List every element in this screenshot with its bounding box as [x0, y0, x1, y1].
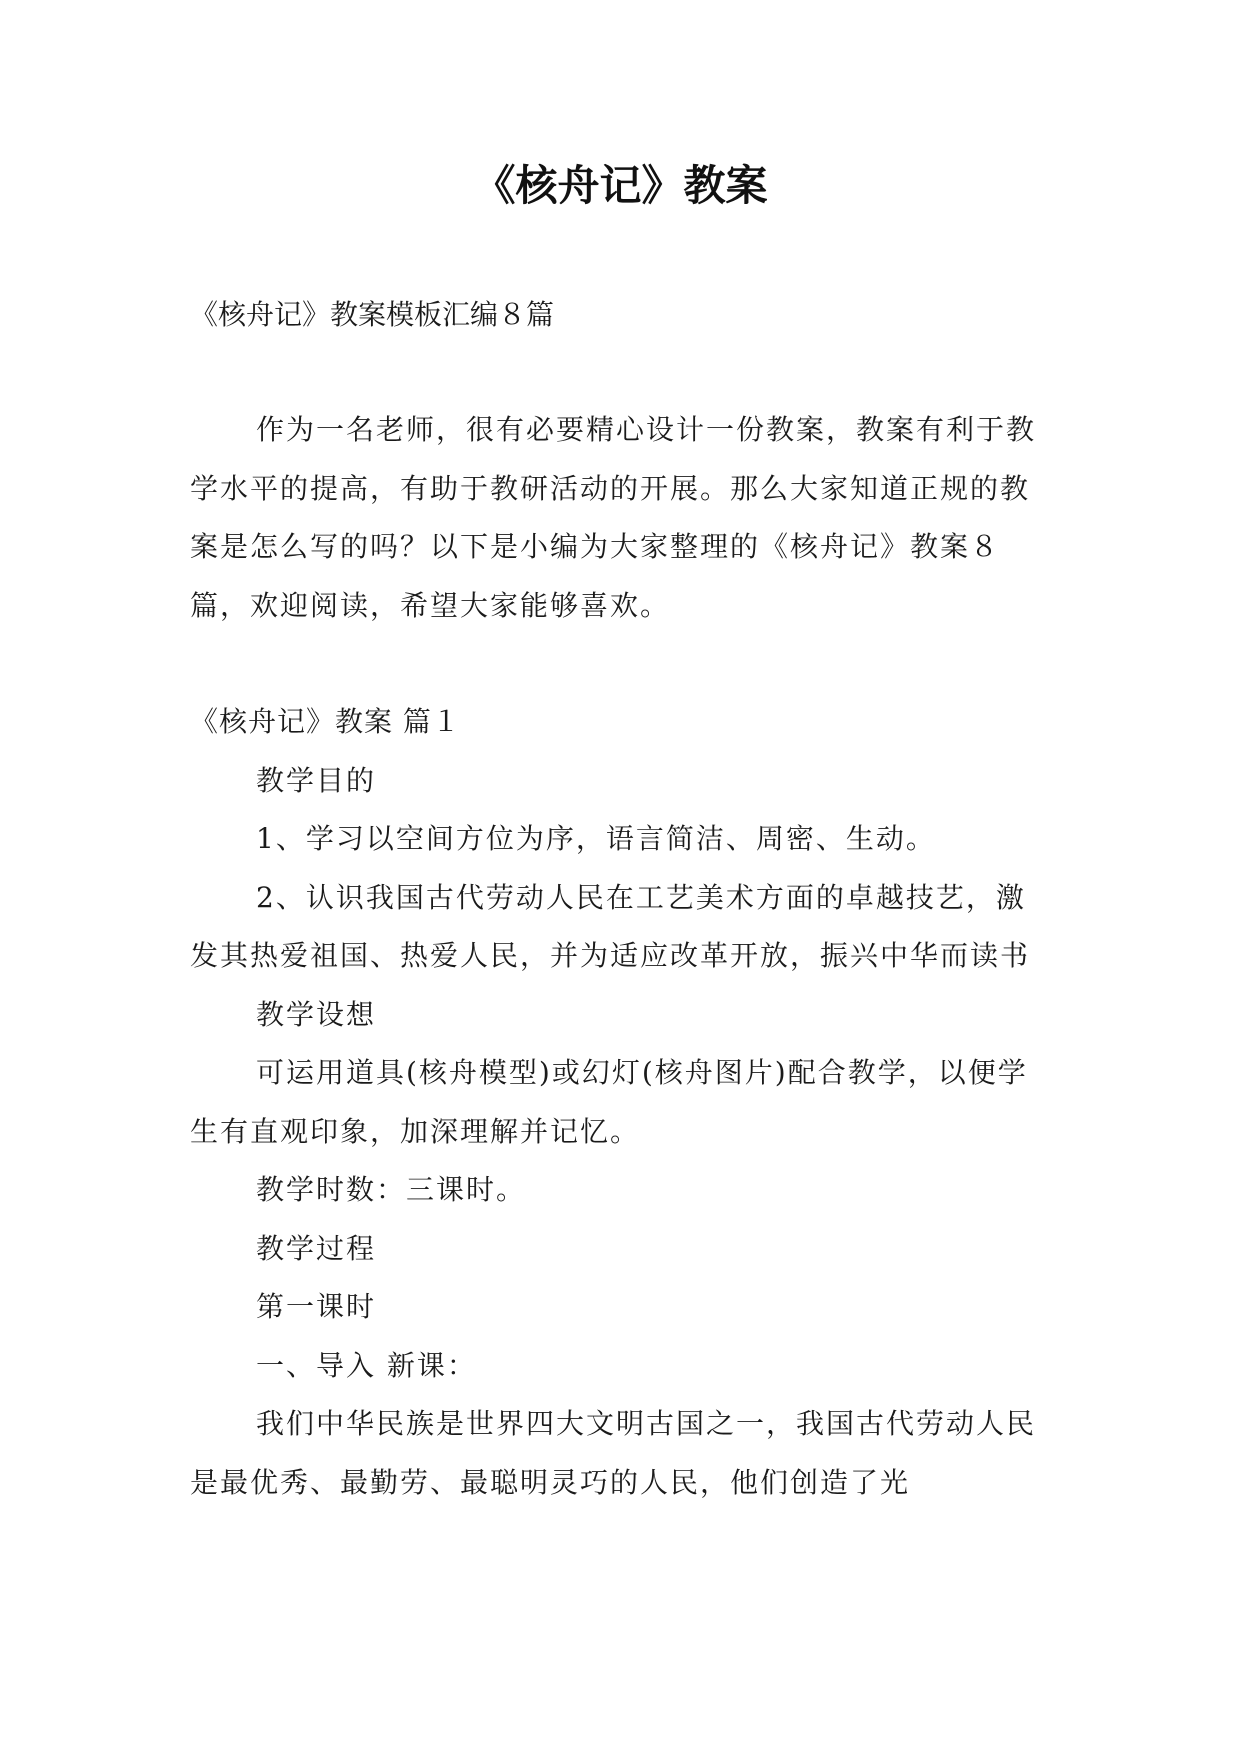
paragraph-teaching-idea: 教学设想	[256, 997, 377, 1031]
document-title: 《核舟记》教案	[473, 161, 768, 210]
paragraph-introduction: 一、导入 新课：	[256, 1348, 477, 1382]
paragraph-first-lesson: 第一课时	[256, 1290, 377, 1323]
paragraph-class-hours: 教学时数：三课时。	[256, 1173, 527, 1206]
document-subtitle: 《核舟记》教案模板汇编８篇	[190, 298, 555, 331]
intro-paragraph-block	[190, 401, 1052, 635]
paragraph-goal-1: 1、学习以空间方位为序，语言简洁、周密、生动。	[256, 822, 936, 855]
paragraph-goal-2: 2、认识我国古代劳动人民在工艺美术方面的卓越技艺，激发其热爱祖国、热爱人民，并为适应改革开放，振兴中华而读书	[190, 880, 1031, 972]
paragraph-teaching-process: 教学过程	[256, 1231, 377, 1265]
paragraph-teaching-goal: 教学目的	[256, 763, 377, 797]
paragraph-intro-text: 我们中华民族是世界四大文明古国之一，我国古代劳动人民是最优秀、最勤劳、最聪明灵巧的人民，他们创造了光	[190, 1407, 1037, 1499]
intro-paragraph: 作为一名老师，很有必要精心设计一份教案，教案有利于教学水平的提高，有助于教研活动的开展。那么大家知道正规的教案是怎么写的吗？以下是小编为大家整理的《核舟记》教案８篇，欢迎阅读，希望大家能够喜欢。	[190, 413, 1037, 622]
paragraph-idea-text: 可运用道具(核舟模型)或幻灯(核舟图片)配合教学，以便学生有直观印象，加深理解并记忆。	[190, 1056, 1028, 1148]
section-1	[190, 693, 1052, 1512]
section-heading: 《核舟记》教案 篇１	[190, 705, 461, 738]
